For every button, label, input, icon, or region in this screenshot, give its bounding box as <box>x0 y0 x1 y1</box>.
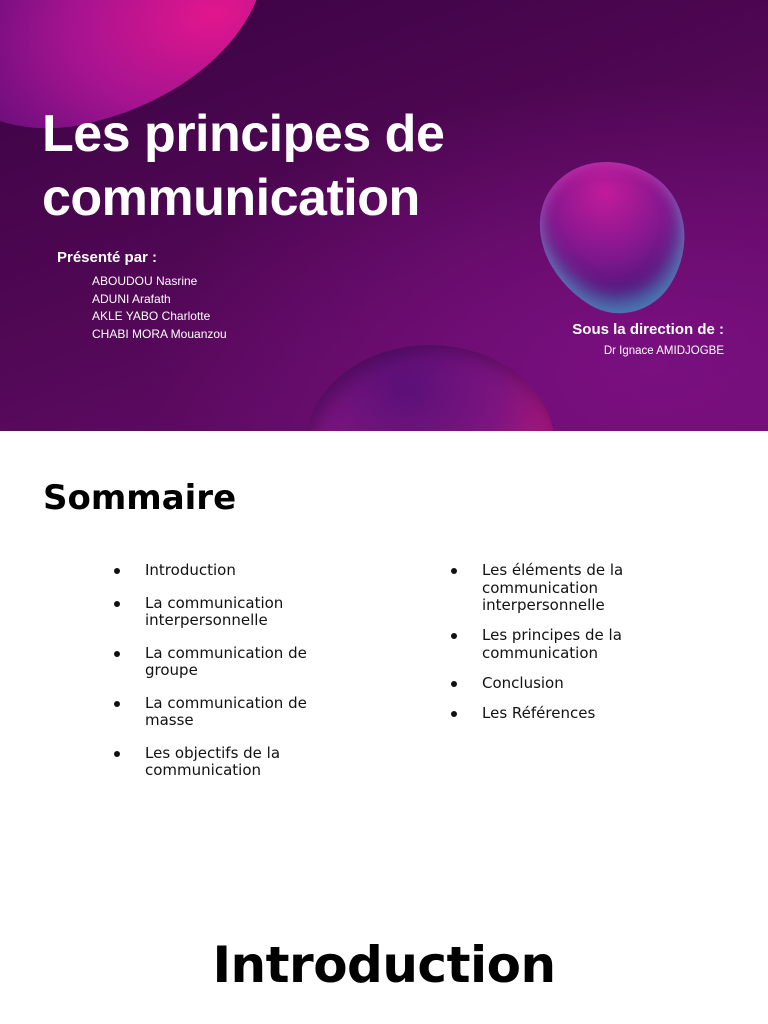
bullet-icon <box>114 568 120 574</box>
presenter-name: CHABI MORA Mouanzou <box>92 327 227 342</box>
summary-item <box>112 595 312 630</box>
summary-item-label: Conclusion <box>482 673 564 692</box>
introduction-title: Introduction <box>212 936 556 994</box>
bullet-icon <box>114 651 120 657</box>
presented-by-label: Présenté par : <box>57 249 158 266</box>
summary-title: Sommaire <box>43 478 237 518</box>
decorative-blob-right <box>510 134 715 336</box>
bullet-icon <box>114 701 120 707</box>
presenter-name: AKLE YABO Charlotte <box>92 309 211 324</box>
summary-item <box>112 562 312 580</box>
summary-item <box>449 562 669 615</box>
bullet-icon <box>114 751 120 757</box>
direction-label: Sous la direction de : <box>572 321 724 338</box>
summary-item-label: Les Références <box>482 703 596 722</box>
cover-title-line1: Les principes de <box>42 105 445 163</box>
cover-title-line2: communication <box>42 169 420 227</box>
decorative-blob-bottom <box>305 345 555 431</box>
summary-item-label: La communication de groupe <box>145 643 307 679</box>
bullet-icon <box>451 681 457 687</box>
bullet-icon <box>451 711 457 717</box>
summary-item <box>112 695 312 730</box>
summary-item-label: La communication interpersonnelle <box>145 593 284 629</box>
presenter-name: ADUNI Arafath <box>92 291 171 306</box>
summary-list-right <box>449 562 669 735</box>
bullet-icon <box>114 601 120 607</box>
summary-item <box>449 705 669 723</box>
presenter-name: ABOUDOU Nasrine <box>92 274 198 288</box>
presenters-list <box>92 273 227 344</box>
summary-item-label: Les principes de la communication <box>482 626 622 662</box>
bullet-icon <box>451 633 457 639</box>
director-name: Dr Ignace AMIDJOGBE <box>603 345 724 357</box>
summary-list-left <box>112 562 312 795</box>
summary-item <box>112 645 312 680</box>
summary-item-label: La communication de masse <box>145 693 307 729</box>
summary-item <box>449 627 669 662</box>
summary-item <box>449 675 669 693</box>
summary-item <box>112 745 312 780</box>
summary-item-label: Introduction <box>145 561 236 579</box>
summary-item-label: Les éléments de la communication interpersonnelle <box>482 561 624 614</box>
summary-item-label: Les objectifs de la communication <box>145 743 281 779</box>
bullet-icon <box>451 568 457 574</box>
cover-title <box>42 102 444 230</box>
cover-slide <box>0 0 768 431</box>
